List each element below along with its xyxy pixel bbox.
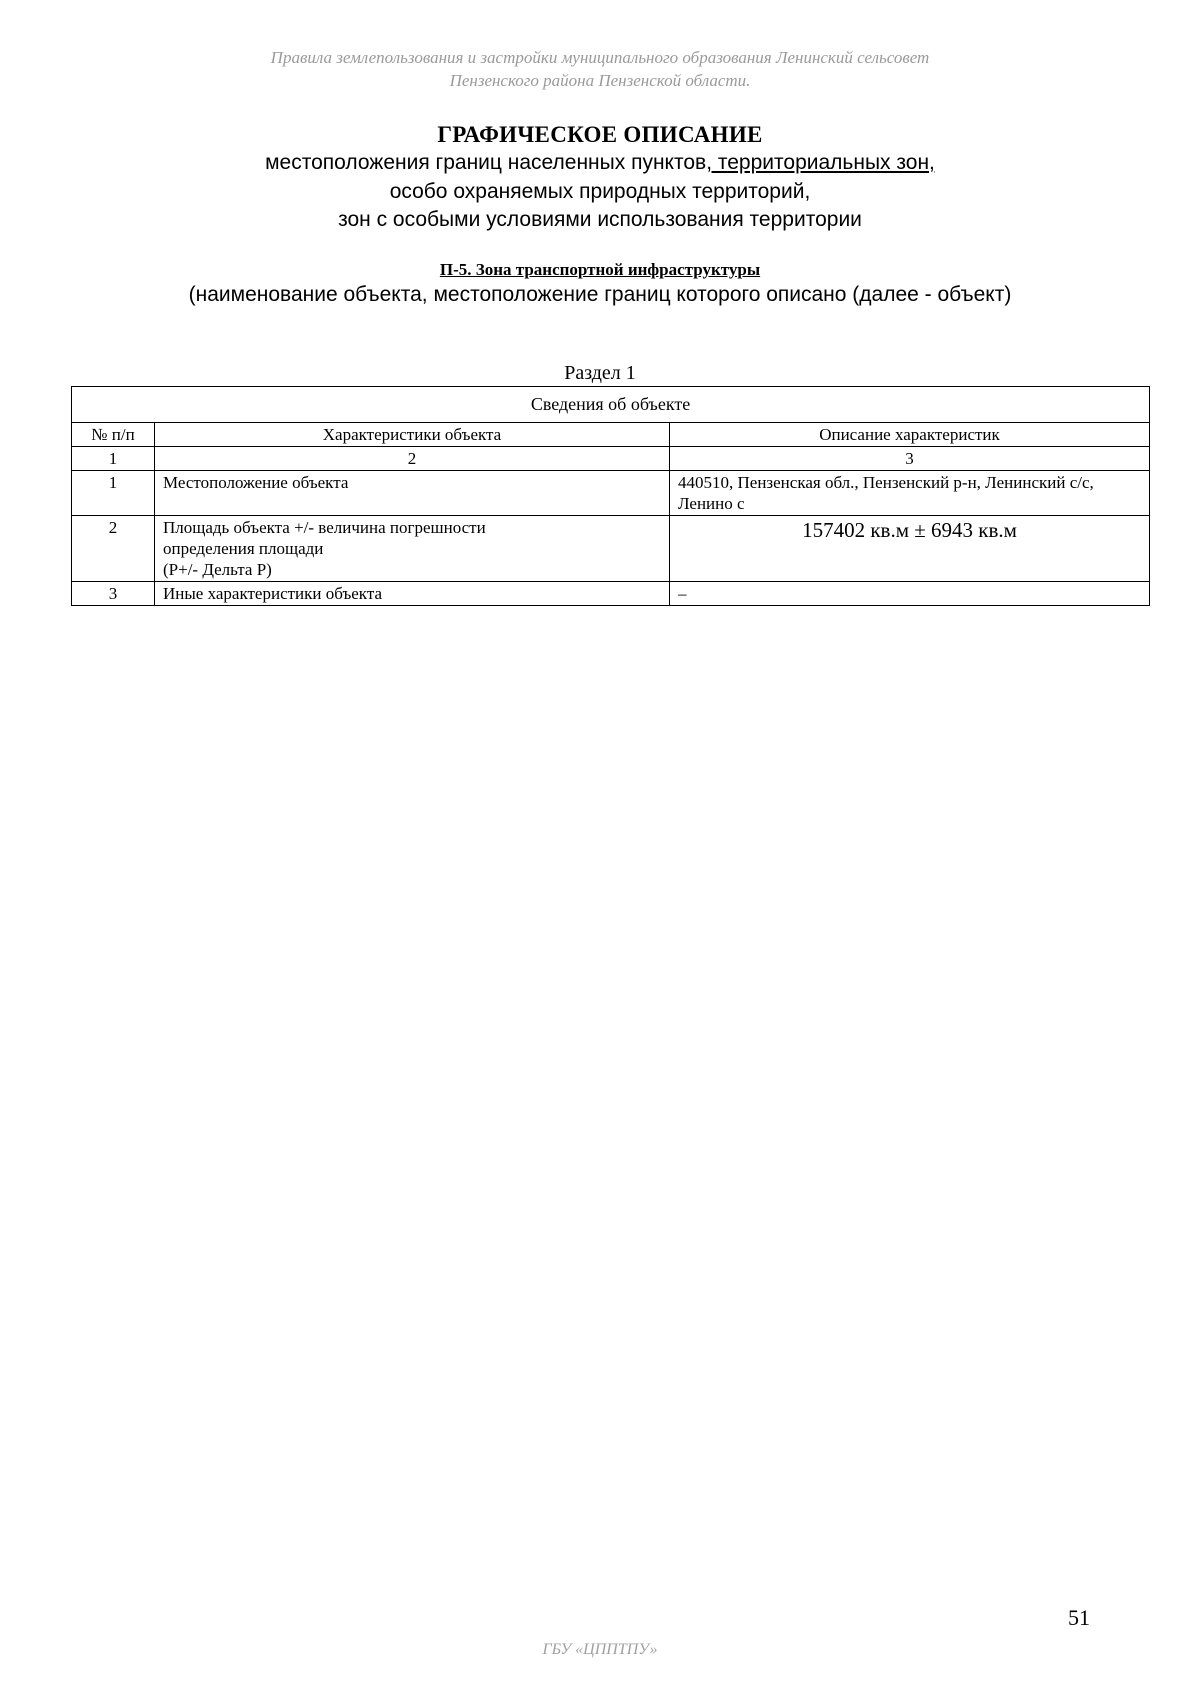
- row-characteristic: Местоположение объекта: [155, 471, 670, 516]
- index-cell: 3: [670, 447, 1150, 471]
- object-info-table: [71, 386, 1150, 606]
- index-cell: 1: [72, 447, 155, 471]
- table-caption-row: [72, 387, 1150, 423]
- table-row: [72, 471, 1150, 516]
- column-header: Характеристики объекта: [155, 423, 670, 447]
- subtitle-line1-part-b: , территориальных зон,: [706, 151, 935, 174]
- subtitle-line3: зон с особыми условиями использования территории: [338, 208, 862, 231]
- document-title: ГРАФИЧЕСКОЕ ОПИСАНИЕ: [437, 122, 763, 147]
- row-number: 3: [72, 582, 155, 606]
- subtitle-line1: [0, 149, 1200, 177]
- row-description: 440510, Пензенская обл., Пензенский р-н, Ленинский с/с, Ленино с: [670, 471, 1150, 516]
- table-caption: Сведения об объекте: [72, 387, 1150, 423]
- row-characteristic: Иные характеристики объекта: [155, 582, 670, 606]
- row-characteristic-line: (Р+/- Дельта Р): [163, 560, 272, 579]
- row-number: 1: [72, 471, 155, 516]
- running-header-line2: Пензенского района Пензенской области.: [449, 71, 751, 90]
- running-footer: ГБУ «ЦППТПУ»: [542, 1641, 658, 1658]
- row-description: 157402 кв.м ± 6943 кв.м: [670, 516, 1150, 582]
- table-row: [72, 582, 1150, 606]
- running-header-line1: Правила землепользования и застройки муниципального образования Ленинский сельсовет: [270, 48, 930, 67]
- subtitle-line1-part-a: местоположения границ населенных пунктов: [265, 151, 707, 174]
- object-name: П-5. Зона транспортной инфраструктуры: [439, 260, 761, 279]
- column-header: Описание характеристик: [670, 423, 1150, 447]
- row-characteristic: [155, 516, 670, 582]
- table-row: [72, 516, 1150, 582]
- row-number: 2: [72, 516, 155, 582]
- index-cell: 2: [155, 447, 670, 471]
- subtitle-line2: особо охраняемых природных территорий,: [389, 180, 811, 203]
- column-header: № п/п: [72, 423, 155, 447]
- section-label: Раздел 1: [564, 362, 636, 384]
- table-index-row: [72, 447, 1150, 471]
- page-number: 51: [1068, 1605, 1090, 1630]
- object-caption: (наименование объекта, местоположение границ которого описано (далее - объект): [188, 283, 1012, 306]
- table-header-row: [72, 423, 1150, 447]
- row-characteristic-line: определения площади: [163, 539, 324, 558]
- row-description: –: [670, 582, 1150, 606]
- row-characteristic-line: Площадь объекта +/- величина погрешности: [163, 518, 486, 537]
